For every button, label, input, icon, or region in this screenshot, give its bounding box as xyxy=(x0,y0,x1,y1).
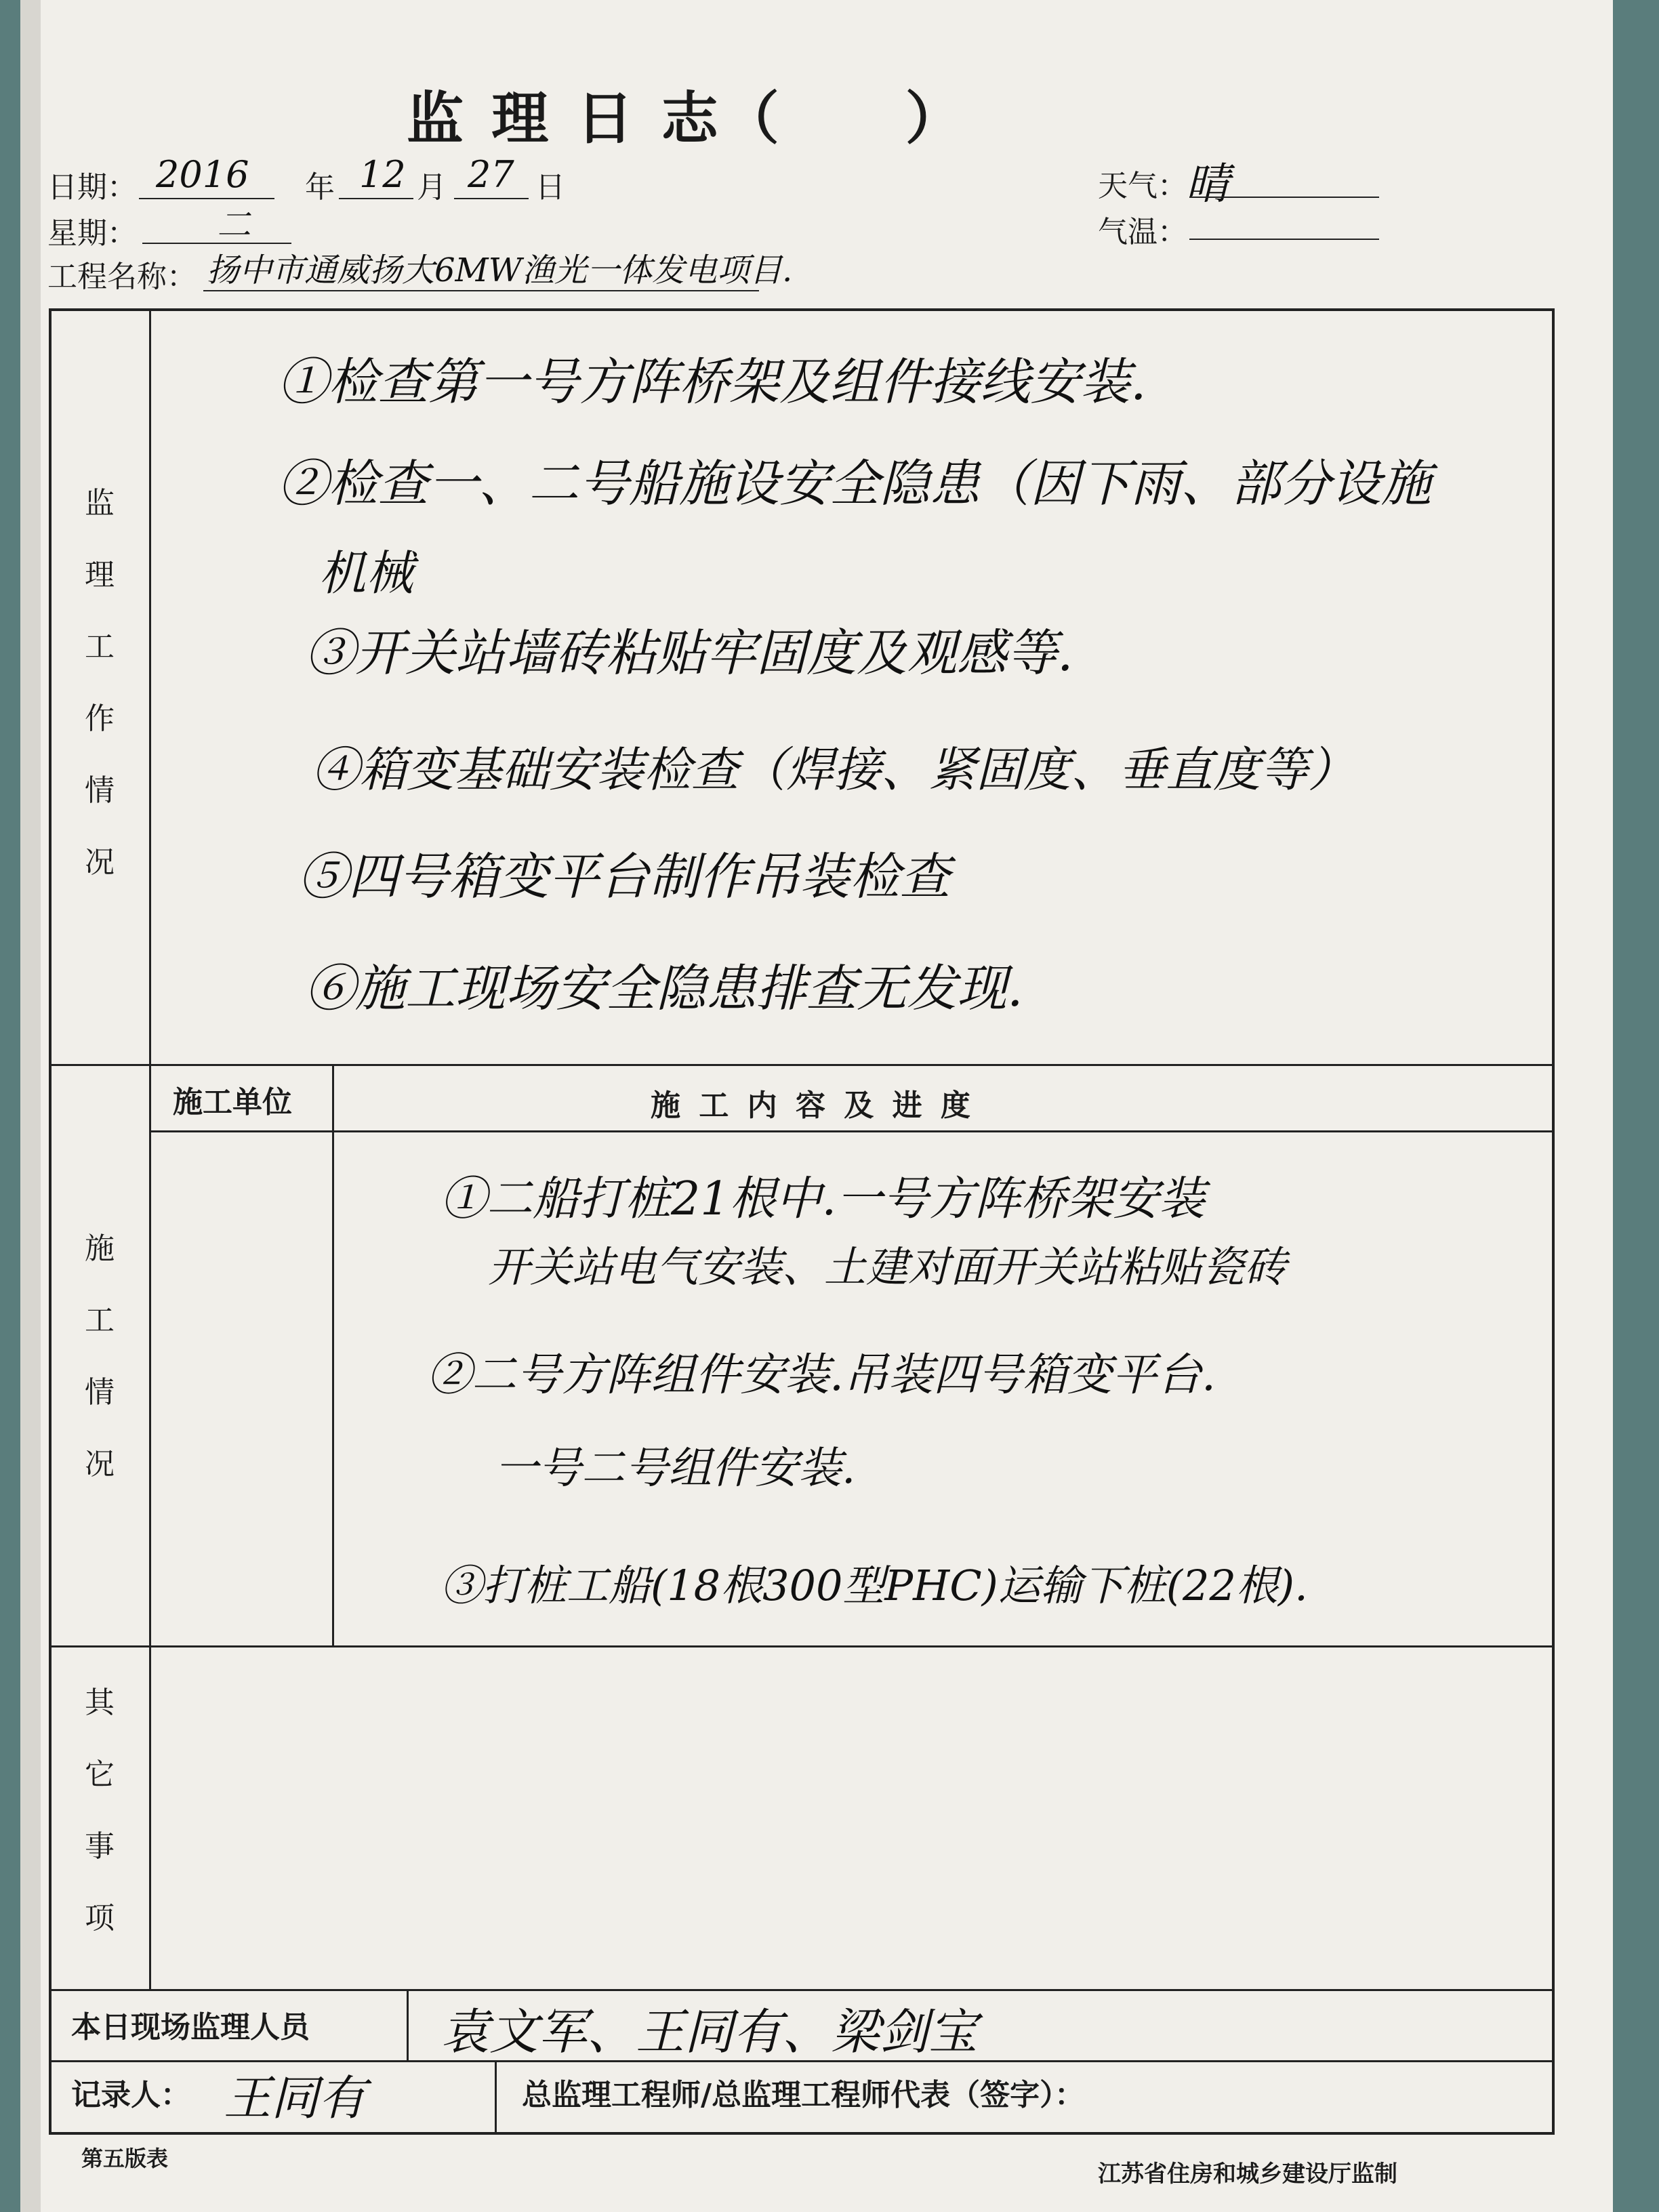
staff-divider xyxy=(407,1989,409,2060)
date-month-value: 12 xyxy=(359,153,406,196)
table-border-top xyxy=(49,308,1555,311)
label-char: 况 xyxy=(85,845,115,880)
label-char: 理 xyxy=(85,558,115,592)
date-year-value: 2016 xyxy=(156,153,249,196)
log-paper xyxy=(20,0,1613,2212)
divider-construction-header xyxy=(149,1130,1555,1132)
weather-underline xyxy=(1189,197,1379,198)
staff-signatures: 袁文军、王同有、梁剑宝 xyxy=(441,2003,978,2060)
year-unit: 年 xyxy=(305,170,335,205)
divider-construction xyxy=(49,1645,1555,1647)
label-char: 情 xyxy=(85,1375,115,1410)
supervision-entry: 机械 xyxy=(319,546,413,601)
label-char: 工 xyxy=(85,630,115,664)
date-year-underline xyxy=(139,198,274,199)
project-underline xyxy=(203,290,759,291)
edition-note: 第五版表 xyxy=(81,2146,169,2171)
label-char: 监 xyxy=(85,486,115,520)
label-char: 施 xyxy=(85,1231,115,1266)
temperature-underline xyxy=(1189,239,1379,240)
construction-entry: ①二船打桩21根中.一号方阵桥架安装 xyxy=(441,1172,1206,1226)
supervision-entry: ②检查一、二号船施设安全隐患（因下雨、部分设施 xyxy=(278,455,1431,513)
label-char: 情 xyxy=(85,773,115,808)
page-edge xyxy=(20,0,41,2212)
staff-label: 本日现场监理人员 xyxy=(71,2010,310,2045)
table-border-right xyxy=(1552,308,1555,2135)
date-month-underline xyxy=(339,198,413,199)
supervision-entry: ③开关站墙砖粘贴牢固度及观感等. xyxy=(305,624,1073,682)
date-day-underline xyxy=(454,198,529,199)
chief-engineer-label: 总监理工程师/总监理工程师代表（签字）： xyxy=(522,2078,1085,2112)
label-char: 工 xyxy=(85,1303,115,1338)
weekday-value: 二 xyxy=(217,205,251,245)
construction-unit-divider xyxy=(332,1064,334,1647)
page-title: 监 理 日 志（ ） xyxy=(407,85,966,152)
label-char: 事 xyxy=(85,1829,115,1864)
month-unit: 月 xyxy=(417,170,447,205)
day-unit: 日 xyxy=(535,170,565,205)
label-char: 其 xyxy=(85,1685,115,1720)
supervision-section-label xyxy=(79,468,120,899)
label-char: 况 xyxy=(85,1447,115,1481)
supervision-entry: ①检查第一号方阵桥架及组件接线安装. xyxy=(278,353,1147,411)
label-char: 项 xyxy=(85,1901,115,1936)
divider-supervision xyxy=(49,1064,1555,1066)
divider-other xyxy=(49,1989,1555,1991)
date-day-value: 27 xyxy=(468,153,514,196)
weather-value: 晴 xyxy=(1186,159,1229,209)
table-border-bottom xyxy=(49,2132,1555,2135)
construction-entry: ②二号方阵组件安装.吊装四号箱变平台. xyxy=(427,1349,1216,1401)
recorder-signature: 王同有 xyxy=(224,2070,366,2126)
supervision-entry: ⑥施工现场安全隐患排查无发现. xyxy=(305,960,1023,1018)
construction-section-label xyxy=(79,1213,120,1500)
recorder-label: 记录人： xyxy=(71,2078,190,2112)
issuer-note: 江苏省住房和城乡建设厅监制 xyxy=(1098,2160,1397,2188)
construction-entry: 开关站电气安装、土建对面开关站粘贴瓷砖 xyxy=(488,1242,1287,1292)
weekday-label: 星期： xyxy=(47,216,137,251)
supervision-entry: ⑤四号箱变平台制作吊装检查 xyxy=(298,848,950,906)
supervision-entry: ④箱变基础安装检查（焊接、紧固度、垂直度等） xyxy=(312,742,1355,798)
label-column-divider xyxy=(149,308,151,1989)
construction-entry: ③打桩工船(18根300型PHC)运输下桩(22根). xyxy=(441,1561,1308,1610)
weather-label: 天气： xyxy=(1098,169,1187,203)
other-section-label xyxy=(79,1667,120,1954)
construction-entry: 一号二号组件安装. xyxy=(495,1443,856,1494)
label-char: 它 xyxy=(85,1757,115,1792)
table-border-left xyxy=(49,308,52,2135)
project-label: 工程名称： xyxy=(47,260,197,294)
project-value: 扬中市通威扬大6MW渔光一体发电项目. xyxy=(207,251,793,289)
temperature-label: 气温： xyxy=(1098,215,1187,249)
recorder-divider xyxy=(495,2060,497,2132)
construction-unit-header: 施工单位 xyxy=(173,1085,292,1120)
label-char: 作 xyxy=(85,701,115,736)
date-label: 日期： xyxy=(47,170,137,205)
construction-content-header: 施 工 内 容 及 进 度 xyxy=(651,1088,975,1123)
